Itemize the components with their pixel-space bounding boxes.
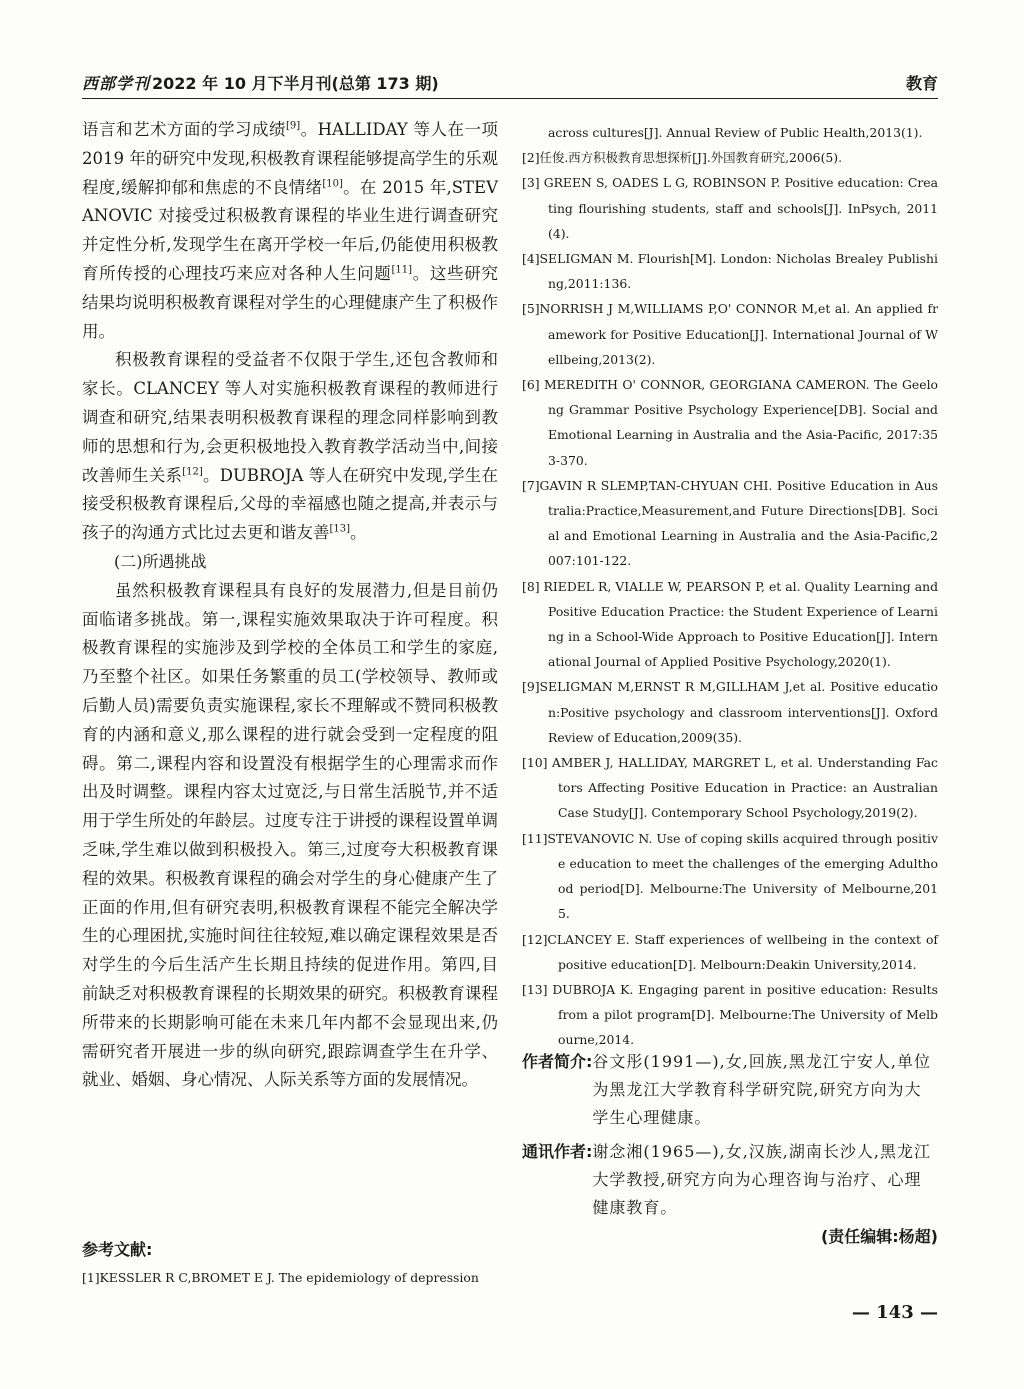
issue-info: 2022 年 10 月下半月刊(总第 173 期) <box>152 74 439 93</box>
reference-5: [5]NORRISH J M,WILLIAMS P,O' CONNOR M,et al. An applied framework for Positive Education[J]. International Journal of Wellbeing,2013(2). <box>522 301 938 367</box>
author-info <box>522 1048 938 1228</box>
reference-1: [1]KESSLER R C,BROMET E J. The epidemiology of depression <box>82 1270 479 1285</box>
header-journal-issue <box>82 72 439 96</box>
left-column <box>82 116 498 1095</box>
references-title: 参考文献: <box>82 1240 153 1259</box>
citation-12: [12] <box>182 466 203 478</box>
section-name: 教育 <box>905 74 938 93</box>
citation-13: [13] <box>329 523 351 535</box>
section-subheading: (二)所遇挑战 <box>114 551 207 571</box>
reference-11: [11]STEVANOVIC N. Use of coping skills acquired through positive education to meet the challenges of the emerging Adulthood period[D]. Melbourne:The University of Melbourne,2015. <box>522 830 938 922</box>
author-bio-label: 作者简介: <box>522 1052 593 1071</box>
journal-logo: 西部学刊 <box>82 74 151 93</box>
citation-10: [10] <box>322 178 343 190</box>
reference-9: [9]SELIGMAN M,ERNST R M,GILLHAM J,et al. Positive education:Positive psychology and classroom interventions[J]. Oxford Review of Education,2009(35). <box>522 679 938 745</box>
corresponding-author-text: 谢念湘(1965—),女,汉族,湖南长沙人,黑龙江大学教授,研究方向为心理咨询与治疗、心理健康教育。 <box>592 1142 931 1217</box>
reference-8: [8] RIEDEL R, VIALLE W, PEARSON P, et al. Quality Learning and Positive Education Practice: the Student Experience of Learning in a School-Wide Approach to Positive Education[J]. International Journal of Applied Positive Psychology,2020(1). <box>522 578 938 670</box>
paragraph-3: 虽然积极教育课程具有良好的发展潜力,但是目前仍面临诸多挑战。第一,课程实施效果取决于许可程度。积极教育课程的实施涉及到学校的全体员工和学生的家庭,乃至整个社区。如果任务繁重的员工(学校领导、教师或后勤人员)需要负责实施课程,家长不理解或不赞同积极教育的内涵和意义,那么课程的进行就会受到一定程度的阻碍。第二,课程内容和设置没有根据学生的心理需求而作出及时调整。课程内容太过宽泛,与日常生活脱节,并不适用于学生所处的年龄层。过度专注于讲授的课程设置单调乏味,学生难以做到积极投入。第三,过度夸大积极教育课程的效果。积极教育课程的确会对学生的身心健康产生了正面的作用,但有研究表明,积极教育课程不能完全解决学生的心理困扰,实施时间往往较短,难以确定课程效果是否对学生的今后生活产生长期且持续的促进作用。第四,目前缺乏对积极教育课程的长期效果的研究。积极教育课程所带来的长期影响可能在未来几年内都不会显现出来,仍需研究者开展进一步的纵向研究,跟踪调查学生在升学、就业、婚姻、身心情况、人际关系等方面的发展情况。 <box>82 580 498 1090</box>
paragraph-2: 积极教育课程的受益者不仅限于学生,还包含教师和家长。CLANCEY 等人对实施积极教育课程的教师进行调查和研究,结果表明积极教育课程的理念同样影响到教师的思想和行为,会更积极地投入教育教学活动当中,间接改善师生关系[12]。DUBROJA 等人在研究中发现,学生在接受积极教育课程后,父母的幸福感也随之提高,并表示与孩子的沟通方式比过去更和谐友善[13]。 <box>82 350 499 543</box>
citation-11: [11] <box>391 264 413 276</box>
reference-2: [2]任俊.西方积极教育思想探析[J].外国教育研究,2006(5). <box>522 150 843 166</box>
corresponding-author-label: 通讯作者: <box>522 1142 593 1161</box>
page-number: — 143 — <box>851 1302 938 1323</box>
corresponding-author <box>522 1138 938 1222</box>
reference-6: [6] MEREDITH O' CONNOR, GEORGIANA CAMERON. The Geelong Grammar Positive Psychology Experience[DB]. Social and Emotional Learning in Australia and the Asia-Pacific, 2017:353-370. <box>522 377 938 468</box>
right-column-references <box>522 120 938 1053</box>
citation-9: [9] <box>285 120 301 132</box>
responsible-editor: (责任编辑:杨超) <box>820 1227 938 1246</box>
reference-7: [7]GAVIN R SLEMP,TAN-CHYUAN CHI. Positive Education in Australia:Practice,Measurement,and Future Directions[DB]. Social and Emotional Learning in Australia and the Asia-Pacific,2007:101-122. <box>522 477 938 569</box>
reference-1-continued: across cultures[J]. Annual Review of Public Health,2013(1). <box>548 125 923 140</box>
author-bio <box>522 1048 938 1132</box>
reference-3: [3] GREEN S, OADES L G, ROBINSON P. Positive education: Creating flourishing students, staff and schools[J]. InPsych, 2011(4). <box>522 175 938 241</box>
reference-10: [10] AMBER J, HALLIDAY, MARGRET L, et al. Understanding Factors Affecting Positive Education in Practice: an Australian Case Study[J]. Contemporary School Psychology,2019(2). <box>522 755 938 821</box>
reference-4: [4]SELIGMAN M. Flourish[M]. London: Nicholas Brealey Publishing,2011:136. <box>522 251 938 292</box>
reference-12: [12]CLANCEY E. Staff experiences of wellbeing in the context of positive education[D]. Melbourn:Deakin University,2014. <box>522 931 938 972</box>
running-header <box>82 72 938 99</box>
paragraph-1: 语言和艺术方面的学习成绩[9]。HALLIDAY 等人在一项 2019 年的研究中发现,积极教育课程能够提高学生的乐观程度,缓解抑郁和焦虑的不良情绪[10]。在 2015 年,STEVANOVIC 对接受过积极教育课程的毕业生进行调查研究并定性分析,发现学生在离开学校一年后,仍能使用积极教育所传授的心理技巧来应对各种人生问题[11]。这些研究结果均说明积极教育课程对学生的心理健康产生了积极作用。 <box>82 120 499 341</box>
author-bio-text: 谷文彤(1991—),女,回族,黑龙江宁安人,单位为黑龙江大学教育科学研究院,研究方向为大学生心理健康。 <box>592 1052 931 1127</box>
reference-13: [13] DUBROJA K. Engaging parent in positive education: Results from a pilot program[D]. Melbourne:The University of Melbourne,2014. <box>522 981 938 1048</box>
